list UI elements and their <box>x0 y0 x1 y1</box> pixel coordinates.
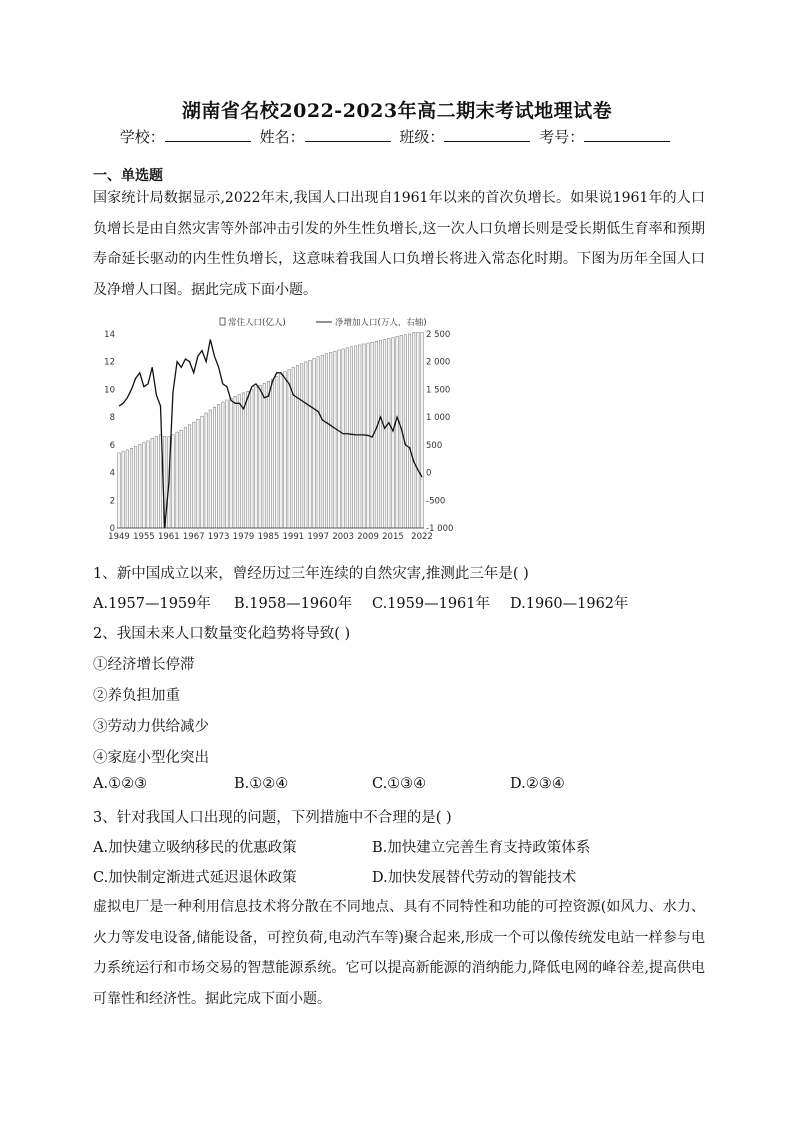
q2-option-d[interactable]: D.②③④ <box>510 776 565 792</box>
population-bar <box>354 346 357 528</box>
q1-option-d[interactable]: D.1960—1962年 <box>510 596 629 612</box>
q2-item-1: ①经济增长停滞 <box>93 657 195 673</box>
left-tick-label: 8 <box>109 413 115 424</box>
population-bar <box>275 377 278 528</box>
right-tick-label: 0 <box>426 468 432 479</box>
population-bar <box>197 419 200 528</box>
material-population: 国家统计局数据显示,2022年末,我国人口出现自1961年以来的首次负增长。如果说1961年的人口负增长是由自然灾害等外部冲击引发的外生性负增长,这一次人口负增长则是受长期低生育率和预期寿命延长驱动的内生性负增长，这意味着我国人口负增长将进入常态化时期。下图为历年全国人口及净增人口图。据此完成下面小题。 <box>93 190 705 298</box>
population-bar <box>222 402 225 528</box>
school-blank[interactable] <box>165 127 251 142</box>
population-bar <box>192 422 195 528</box>
population-bar <box>408 334 411 528</box>
population-bar <box>201 416 204 528</box>
population-bar <box>338 350 341 528</box>
population-bar <box>396 336 399 528</box>
x-tick-label: 2003 <box>332 532 354 542</box>
right-tick-label: -1 000 <box>426 524 454 534</box>
x-tick-label: 1979 <box>232 532 255 542</box>
school-label: 学校： <box>119 128 165 146</box>
q1-option-a[interactable]: A.1957—1959年 <box>93 596 211 612</box>
population-bar <box>134 447 137 528</box>
x-tick-label: 2009 <box>357 532 379 542</box>
q2-item-2: ②养负担加重 <box>93 688 180 704</box>
population-bar <box>151 438 154 528</box>
population-bar <box>209 410 212 528</box>
population-bar <box>383 339 386 528</box>
right-tick-label: 1 500 <box>426 385 451 396</box>
population-bar <box>392 337 395 528</box>
population-bar <box>172 435 175 528</box>
right-tick-label: 2 000 <box>426 357 451 368</box>
chart-legend <box>220 317 427 328</box>
population-bar <box>375 341 378 528</box>
number-blank[interactable] <box>584 127 670 142</box>
population-bar <box>404 335 407 528</box>
q2-option-c[interactable]: C.①③④ <box>372 776 427 792</box>
left-tick-label: 0 <box>109 524 115 534</box>
population-bar <box>313 358 316 528</box>
q3-option-a[interactable]: A.加快建立吸纳移民的优惠政策 <box>93 840 297 856</box>
population-bar <box>379 340 382 528</box>
population-bar <box>251 389 254 528</box>
population-bar <box>309 360 312 528</box>
legend-bar-swatch <box>220 318 225 325</box>
population-bar <box>213 407 216 528</box>
x-tick-label: 1997 <box>307 532 330 542</box>
q2-option-a[interactable]: A.①②③ <box>93 776 148 792</box>
class-label: 班级： <box>399 128 445 146</box>
population-bar <box>176 432 179 528</box>
population-bar <box>334 351 337 528</box>
material-virtual-power-plant: 虚拟电厂是一种利用信息技术将分散在不同地点、具有不同特性和功能的可控资源(如风力、水力、火力等发电设备,储能设备，可控负荷,电动汽车等)聚合起来,形成一个可以像传统发电站一样参与电力系统运行和市场交易的智慧能源系统。它可以提高新能源的消纳能力,降低电网的峰谷差,提高供电可靠性和经济性。据此完成下面小题。 <box>93 899 705 1007</box>
section-heading-single-choice: 一、单选题 <box>93 168 163 184</box>
q3-option-d[interactable]: D.加快发展替代劳动的智能技术 <box>372 870 577 886</box>
population-bar <box>350 347 353 528</box>
population-bar <box>421 332 424 528</box>
name-label: 姓名： <box>259 128 305 146</box>
q1-option-b[interactable]: B.1958—1960年 <box>234 596 353 612</box>
x-tick-label: 2015 <box>382 532 404 542</box>
population-bar <box>230 398 233 528</box>
x-tick-label: 2022 <box>411 532 433 542</box>
q3-option-b[interactable]: B.加快建立完善生育支持政策体系 <box>372 840 591 856</box>
x-tick-label: 1949 <box>108 532 130 542</box>
left-tick-label: 12 <box>104 357 115 368</box>
population-bar <box>246 391 249 528</box>
population-bar <box>234 396 237 528</box>
population-bar <box>184 428 187 528</box>
population-bar <box>259 385 262 528</box>
x-tick-label: 1973 <box>207 532 230 542</box>
x-tick-label: 1961 <box>157 532 180 542</box>
right-tick-label: -500 <box>426 496 446 507</box>
population-bar <box>226 400 229 528</box>
population-chart <box>104 313 454 549</box>
population-bar <box>188 425 191 528</box>
number-label: 考号： <box>539 128 585 146</box>
x-tick-label: 1955 <box>133 532 155 542</box>
question-1-stem: 1、新中国成立以来，曾经历过三年连续的自然灾害,推测此三年是( ) <box>93 566 529 582</box>
population-bar <box>242 393 245 528</box>
left-tick-label: 2 <box>109 496 115 507</box>
population-bar <box>288 370 291 528</box>
population-bar <box>180 430 183 528</box>
left-tick-label: 14 <box>104 330 115 340</box>
population-bar <box>155 437 158 528</box>
exam-title: 湖南省名校2022-2023年高二期末考试地理试卷 <box>181 100 613 122</box>
population-bar <box>217 404 220 528</box>
population-bar <box>126 450 129 528</box>
x-tick-label: 1991 <box>282 532 305 542</box>
x-tick-label: 1967 <box>182 532 205 542</box>
population-bar <box>143 443 146 528</box>
left-tick-label: 10 <box>104 385 115 396</box>
q1-option-c[interactable]: C.1959—1961年 <box>372 596 490 612</box>
population-bar <box>147 441 150 528</box>
population-bar <box>305 362 308 528</box>
q2-item-4: ④家庭小型化突出 <box>93 750 209 766</box>
name-blank[interactable] <box>305 127 391 142</box>
q2-item-3: ③劳动力供给减少 <box>93 719 209 735</box>
population-bar <box>205 413 208 528</box>
legend-line-label: 净增加人口(万人，右轴) <box>335 318 427 328</box>
population-bar <box>412 332 415 528</box>
population-bar <box>388 338 391 528</box>
population-bar <box>325 354 328 528</box>
population-bar <box>300 364 303 528</box>
population-bar <box>342 349 345 528</box>
q2-option-b[interactable]: B.①②④ <box>234 776 289 792</box>
population-bar <box>358 345 361 528</box>
population-bar <box>346 348 349 528</box>
question-2-stem: 2、我国未来人口数量变化趋势将导致( ) <box>93 626 351 642</box>
population-bar <box>321 355 324 528</box>
class-blank[interactable] <box>444 127 530 142</box>
population-bar <box>118 453 121 528</box>
x-tick-label: 1985 <box>257 532 280 542</box>
right-axis-ticks <box>426 330 453 534</box>
x-axis-ticks <box>108 532 433 542</box>
population-bar <box>130 448 133 528</box>
population-bar <box>296 366 299 528</box>
population-bar <box>263 383 266 528</box>
right-tick-label: 2 500 <box>426 330 451 340</box>
population-bar <box>271 379 274 528</box>
population-chart-svg <box>104 313 454 545</box>
population-bar <box>329 352 332 528</box>
population-bar <box>363 344 366 528</box>
right-tick-label: 500 <box>426 440 443 451</box>
population-bar <box>317 357 320 528</box>
q3-option-c[interactable]: C.加快制定渐进式延迟退休政策 <box>93 870 297 886</box>
population-bar <box>284 372 287 528</box>
population-bar <box>417 332 420 528</box>
population-bar <box>238 395 241 528</box>
right-tick-label: 1 000 <box>426 413 451 424</box>
left-tick-label: 4 <box>109 468 115 479</box>
population-bar <box>267 381 270 528</box>
population-bar <box>255 387 258 528</box>
population-bar <box>280 374 283 528</box>
left-axis-ticks <box>104 330 115 534</box>
population-bar <box>138 444 141 528</box>
question-3-stem: 3、针对我国人口出现的问题，下列措施中不合理的是( ) <box>93 810 452 826</box>
left-tick-label: 6 <box>109 440 115 451</box>
student-info-line <box>0 126 794 147</box>
legend-bar-label: 常住人口(亿人) <box>228 318 286 328</box>
population-bar <box>122 452 125 528</box>
